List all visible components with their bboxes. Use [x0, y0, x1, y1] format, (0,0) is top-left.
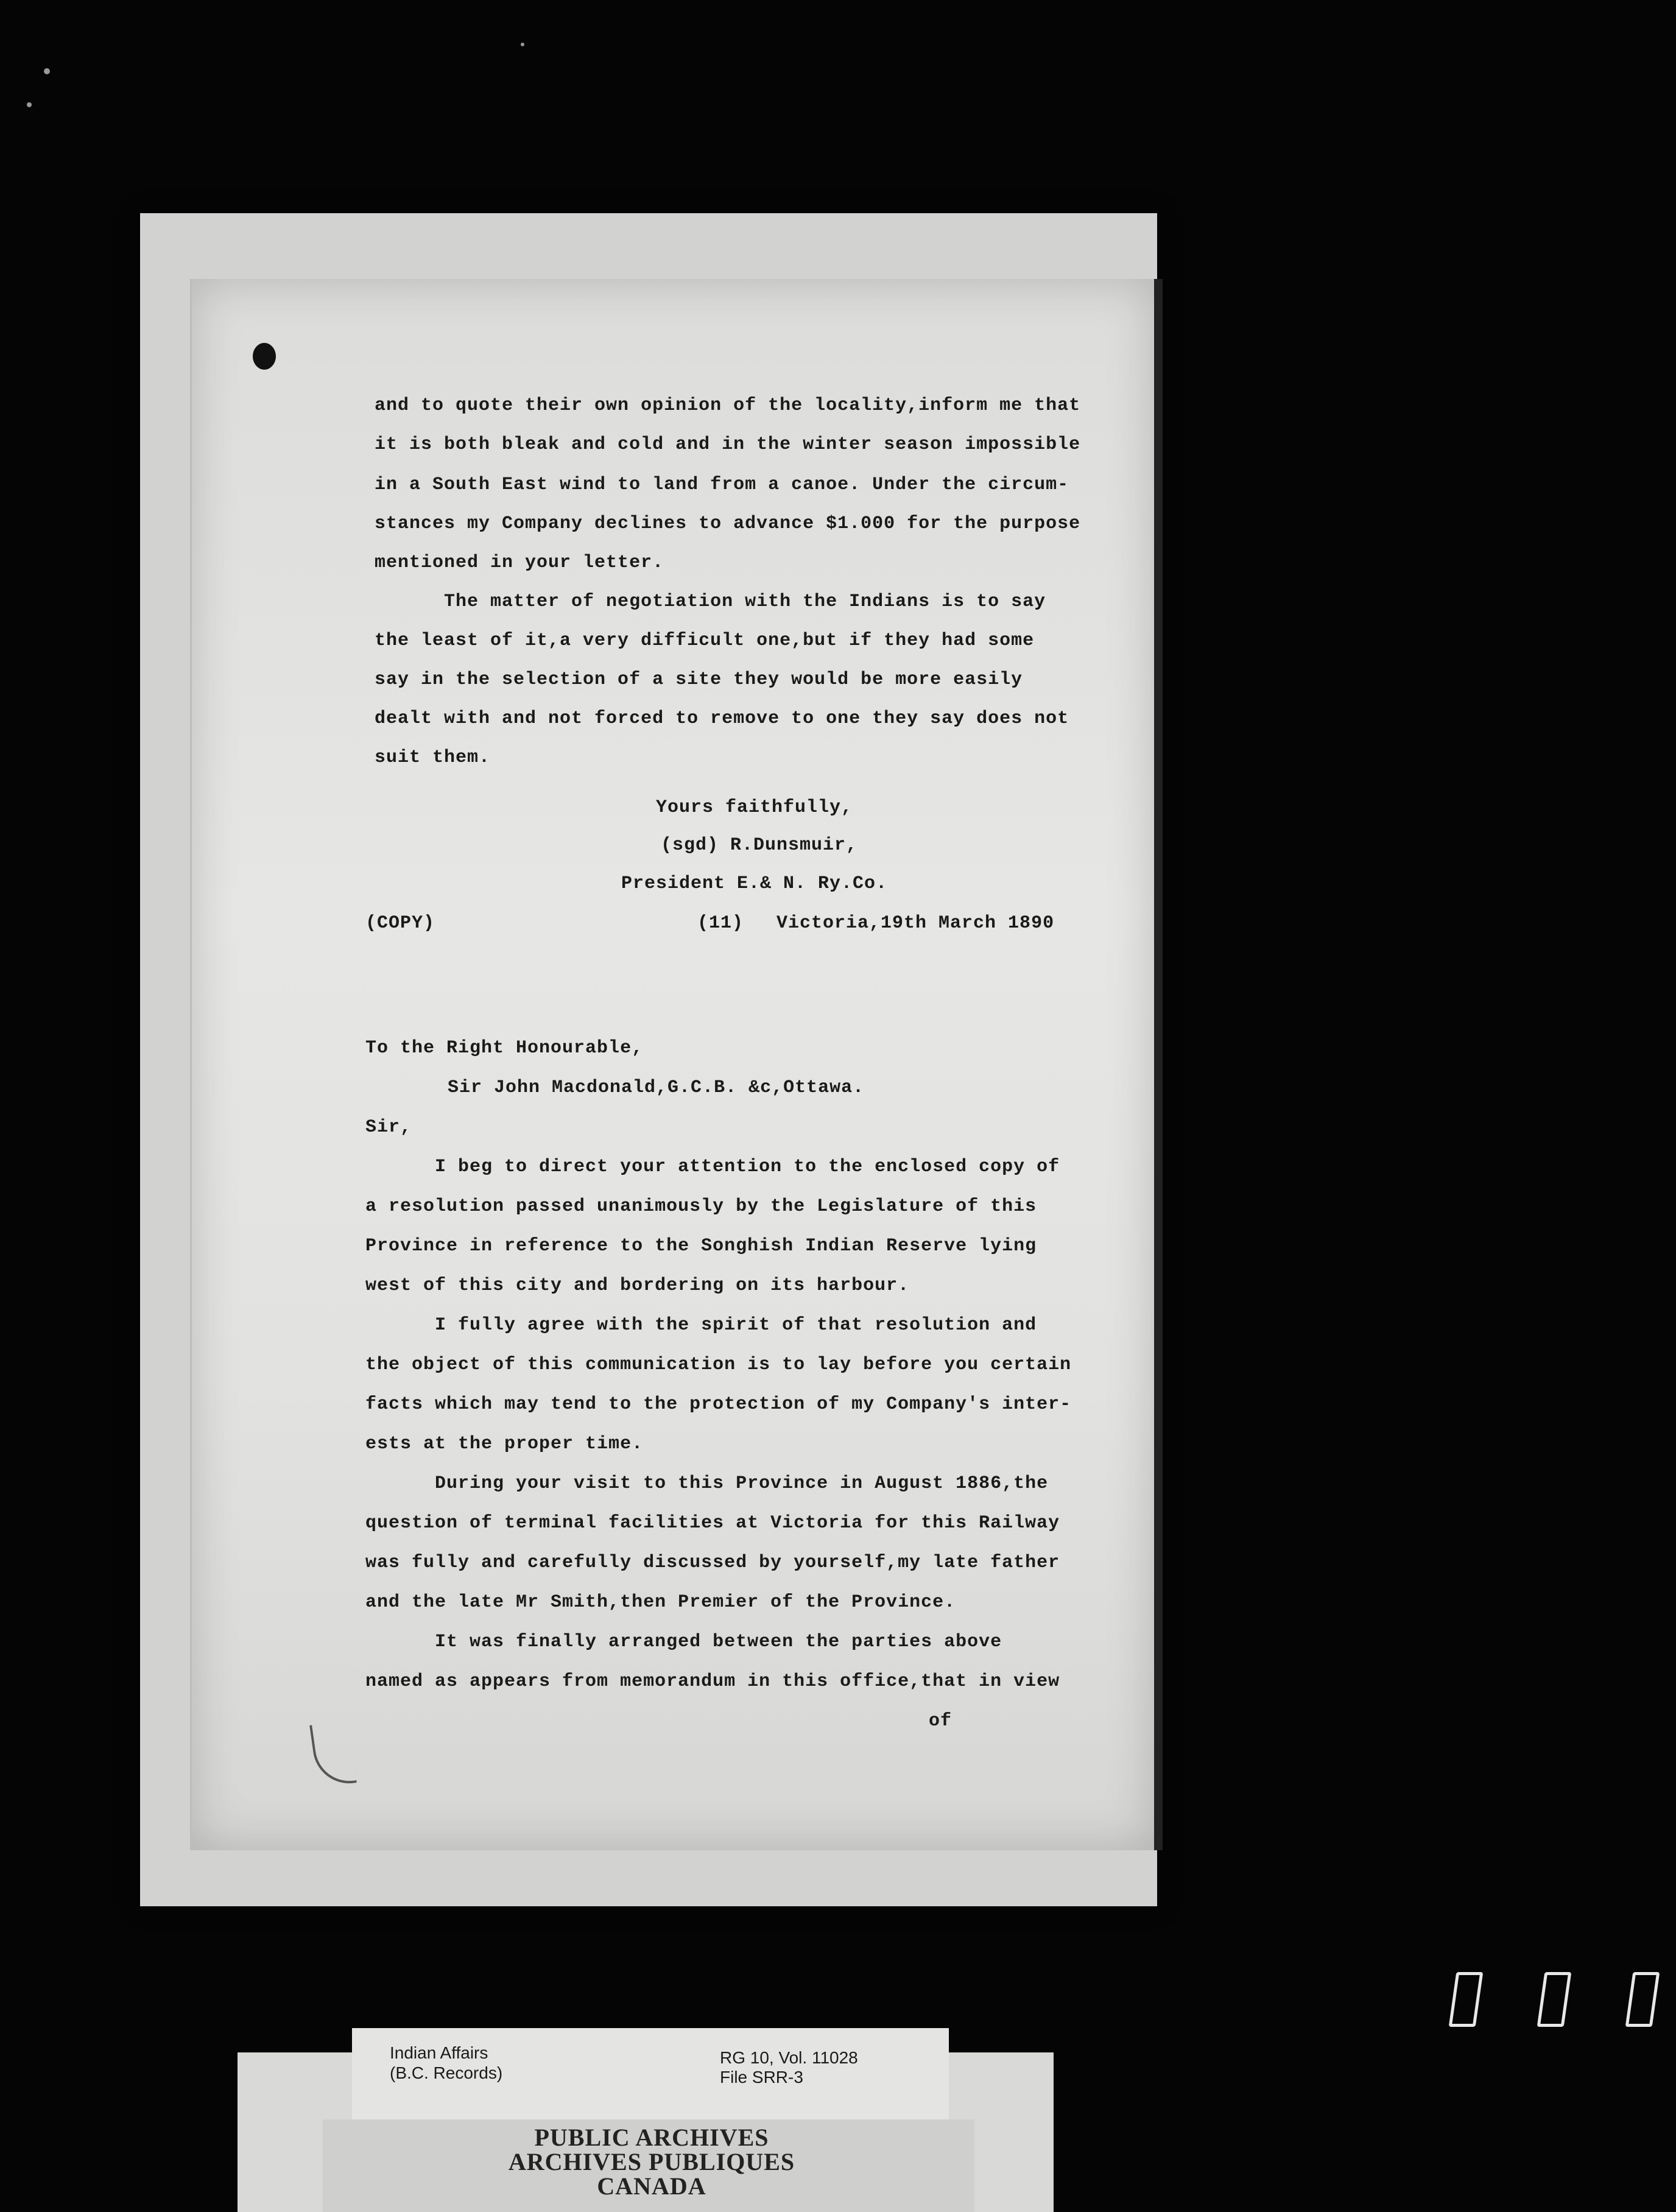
body-line: west of this city and bordering on its harbour.: [365, 1275, 910, 1296]
body-line: stances my Company declines to advance $1.000 for the purpose: [375, 513, 1081, 534]
body-line: named as appears from memorandum in this office,that in view: [365, 1671, 1060, 1692]
body-line: was fully and carefully discussed by yourself,my late father: [365, 1552, 1060, 1573]
body-line: question of terminal facilities at Victoria for this Railway: [365, 1513, 1060, 1534]
margin-pencil-mark: [309, 1720, 357, 1788]
salutation-line: To the Right Honourable,: [365, 1038, 644, 1058]
body-line: suit them.: [375, 747, 491, 768]
stamp-line: PUBLIC ARCHIVES: [534, 2124, 769, 2151]
document-page: [190, 279, 1163, 1850]
film-frame-marks: [1452, 1972, 1653, 2027]
letter-number: (11): [697, 913, 744, 934]
archive-label-series: (B.C. Records): [390, 2063, 503, 2082]
body-line: in a South East wind to land from a canoe. Under the circum-: [375, 474, 1069, 495]
salutation-sir: Sir,: [365, 1117, 412, 1138]
body-line: dealt with and not forced to remove to one they say does not: [375, 708, 1069, 729]
body-line: and to quote their own opinion of the locality,inform me that: [375, 395, 1081, 416]
frame-mark: [1537, 1972, 1572, 2027]
body-line: ests at the proper time.: [365, 1434, 644, 1454]
body-line: I beg to direct your attention to the enclosed copy of: [365, 1157, 1060, 1177]
dateline: Victoria,19th March 1890: [776, 913, 1055, 934]
body-line: During your visit to this Province in August 1886,the: [365, 1473, 1049, 1494]
closing: Yours faithfully,: [656, 797, 853, 818]
frame-mark: [1625, 1972, 1660, 2027]
stamp-line: CANADA: [597, 2172, 706, 2200]
body-line: mentioned in your letter.: [375, 552, 664, 573]
dust-speck: [521, 43, 524, 46]
body-line: say in the selection of a site they would be more easily: [375, 669, 1023, 690]
dust-speck: [44, 68, 50, 74]
body-line: It was finally arranged between the parties above: [365, 1632, 1002, 1652]
archive-label-reference: File SRR-3: [720, 2068, 803, 2087]
body-line: it is both bleak and cold and in the winter season impossible: [375, 434, 1081, 455]
catchword: of: [929, 1711, 952, 1731]
body-line: I fully agree with the spirit of that resolution and: [365, 1315, 1037, 1336]
frame-mark: [1449, 1972, 1484, 2027]
body-line: a resolution passed unanimously by the Legislature of this: [365, 1196, 1037, 1217]
dust-speck: [27, 102, 32, 107]
body-line: and the late Mr Smith,then Premier of the Province.: [365, 1592, 956, 1613]
signature: (sgd) R.Dunsmuir,: [661, 835, 858, 856]
archive-label-reference: RG 10, Vol. 11028: [720, 2048, 858, 2067]
stamp-line: ARCHIVES PUBLIQUES: [508, 2148, 795, 2175]
signatory-title: President E.& N. Ry.Co.: [621, 873, 888, 894]
body-line: The matter of negotiation with the Indians is to say: [375, 591, 1046, 612]
punch-hole: [253, 343, 276, 370]
body-line: facts which may tend to the protection of my Company's inter-: [365, 1394, 1072, 1415]
salutation-line: Sir John Macdonald,G.C.B. &c,Ottawa.: [448, 1077, 865, 1098]
body-line: Province in reference to the Songhish Indian Reserve lying: [365, 1236, 1037, 1256]
archive-label-series: Indian Affairs: [390, 2043, 488, 2062]
copy-label: (COPY): [365, 913, 435, 934]
body-line: the least of it,a very difficult one,but if they had some: [375, 630, 1035, 651]
body-line: the object of this communication is to lay before you certain: [365, 1354, 1072, 1375]
archives-stamp: [493, 2126, 810, 2199]
